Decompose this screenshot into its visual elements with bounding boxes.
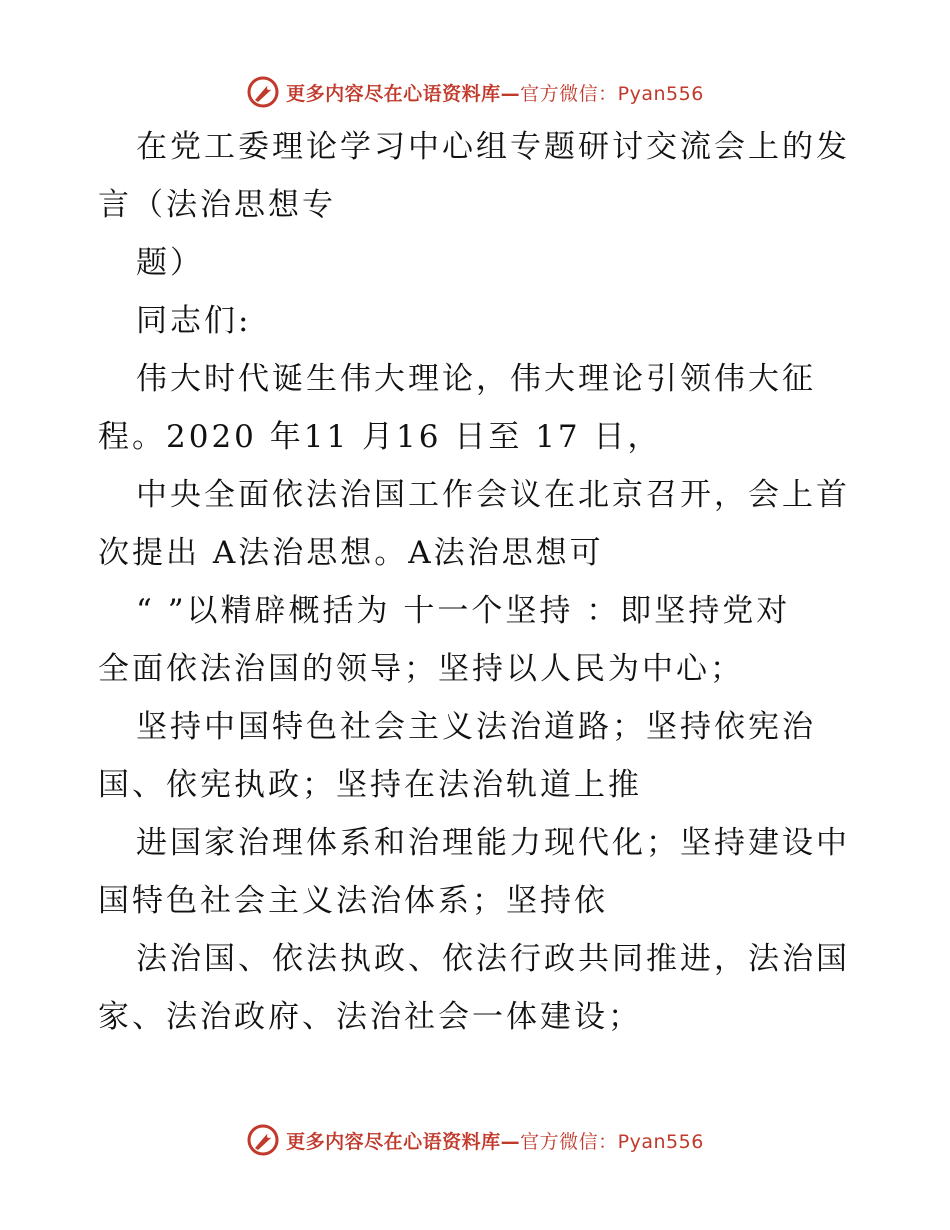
doc-line-p5-2: 国特色社会主义法治体系；坚持依 <box>98 883 608 919</box>
doc-line-p1-2: 程。2020 年11 月16 日至 17 日， <box>98 419 662 455</box>
doc-line-p6-2: 家、法治政府、法治社会一体建设； <box>98 999 642 1035</box>
doc-line-title-1: 在党工委理论学习中心组专题研讨交流会上的发 <box>136 129 850 165</box>
footer-banner <box>0 1120 950 1160</box>
doc-line-p2-2: 次提出 A法治思想。A法治思想可 <box>98 535 604 571</box>
doc-line-p1-1: 伟大时代诞生伟大理论，伟大理论引领伟大征 <box>136 361 816 397</box>
doc-line-title-3: 题） <box>136 245 204 281</box>
header-banner-main: 更多内容尽在心语资料库 <box>286 82 501 105</box>
doc-line-p3-1: “ ”以精辟概括为 十一个坚持 ：即坚持党对 <box>136 593 791 629</box>
footer-banner-wechat: 官方微信：Pyan556 <box>520 1130 704 1153</box>
doc-line-p4-2: 国、依宪执政；坚持在法治轨道上推 <box>98 767 642 803</box>
header-banner-dash: — <box>500 82 521 105</box>
header-banner-wechat: 官方微信：Pyan556 <box>520 82 704 105</box>
footer-banner-text <box>286 1127 704 1154</box>
footer-banner-dash: — <box>500 1130 521 1153</box>
doc-line-title-2: 言（法治思想专 <box>98 187 336 223</box>
doc-line-p4-1: 坚持中国特色社会主义法治道路；坚持依宪治 <box>136 709 816 745</box>
doc-line-p2-1: 中央全面依法治国工作会议在北京召开，会上首 <box>136 477 850 513</box>
footer-banner-main: 更多内容尽在心语资料库 <box>286 1130 501 1153</box>
doc-line-p6-1: 法治国、依法执政、依法行政共同推进，法治国 <box>136 941 850 977</box>
pen-nib-logo-icon <box>246 1123 280 1157</box>
doc-line-p5-1: 进国家治理体系和治理能力现代化；坚持建设中 <box>136 825 850 861</box>
doc-line-salutation: 同志们: <box>136 303 252 339</box>
doc-line-p3-2: 全面依法治国的领导；坚持以人民为中心； <box>98 651 744 687</box>
